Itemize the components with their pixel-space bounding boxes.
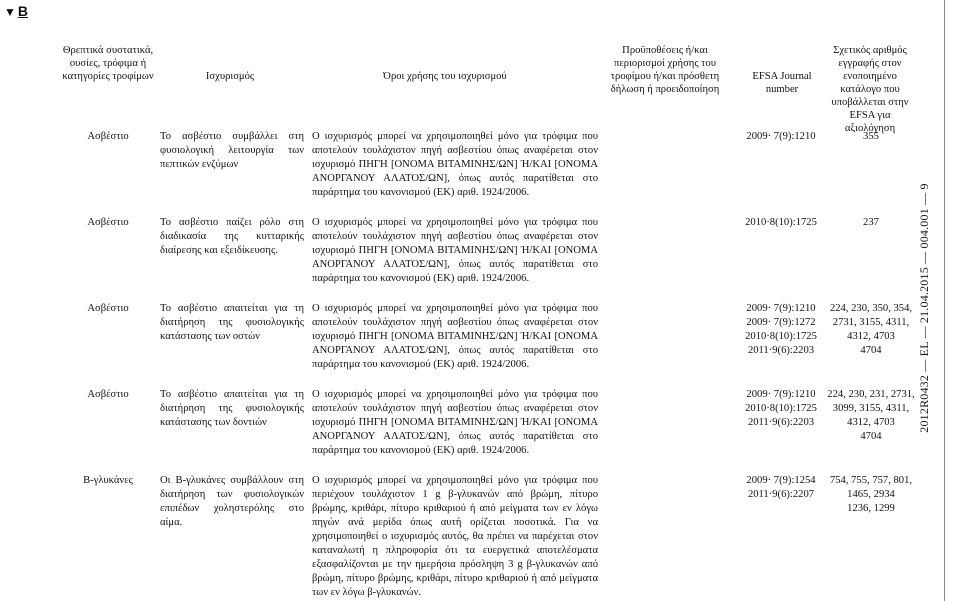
header-restrictions: Προϋποθέσεις ή/και περιορισμοί χρήσης του τροφίμου ή/και πρόσθετη δήλωση ή προειδοποίηση: [610, 45, 720, 95]
triangle-down-icon: ▼: [4, 5, 16, 19]
row3-nutrient: Ασβέστιο: [87, 303, 129, 314]
header-journal: EFSA Journal number: [752, 71, 812, 95]
row5-claim: Οι Β-γλυκάνες συμβάλλουν στη διατήρηση των φυσιολογικών επιπέδων χοληστερόλης στο αίμα.: [160, 475, 304, 528]
row2-nutrient: Ασβέστιο: [87, 217, 129, 228]
amendment-code: B: [17, 3, 29, 19]
row1-conditions: Ο ισχυρισμός μπορεί να χρησιμοποιηθεί μόνο για τρόφιμα που αποτελούν τουλάχιστον πηγή ασβεστίου όπως αναφέρεται στον ισχυρισμό ΠΗΓΗ [ΟΝΟΜΑ ΒΙΤΑΜΙΝΗΣ/ΩΝ] Ή/ΚΑΙ [ΟΝΟΜΑ ΑΝΟΡΓΑΝΟΥ ΑΛΑΤΟΣ/ΩΝ], όπως αυτός παρατίθεται στο παράρτημα του κανονισμού (ΕΚ) αριθ. 1924/2006.: [312, 131, 598, 198]
row1-claim: Το ασβέστιο συμβάλλει στη φυσιολογική λειτουργία των πεπτικών ενζύμων: [160, 131, 304, 170]
row5-nutrient: Β-γλυκάνες: [83, 475, 133, 486]
row4-nutrient: Ασβέστιο: [87, 389, 129, 400]
row1-nutrient: Ασβέστιο: [87, 131, 129, 142]
header-nutrient: Θρεπτικά συστατικά, ουσίες, τρόφιμα ή κατηγορίες τροφίμων: [62, 45, 154, 82]
page-edge-divider: [944, 0, 945, 601]
row5-reference: 754, 755, 757, 801, 1465, 2934 1236, 1299: [829, 475, 913, 514]
row2-claim: Το ασβέστιο παίζει ρόλο στη διαδικασία της κυτταρικής διαίρεσης και εξειδίκευσης.: [160, 217, 304, 256]
row2-conditions: Ο ισχυρισμός μπορεί να χρησιμοποιηθεί μόνο για τρόφιμα που αποτελούν τουλάχιστον πηγή ασβεστίου όπως αναφέρεται στον ισχυρισμό ΠΗΓΗ [ΟΝΟΜΑ ΒΙΤΑΜΙΝΗΣ/ΩΝ] Ή/ΚΑΙ [ΟΝΟΜΑ ΑΝΟΡΓΑΝΟΥ ΑΛΑΤΟΣ/ΩΝ], όπως αυτός παρατίθεται στο παράρτημα του κανονισμού (ΕΚ) αριθ. 1924/2006.: [312, 217, 598, 284]
row4-reference: 224, 230, 231, 2731, 3099, 3155, 4311, 4312, 4703 4704: [827, 389, 915, 442]
row3-journal: 2009· 7(9):1210 2009· 7(9):1272 2010·8(10):1725 2011·9(6):2203: [745, 303, 817, 356]
amendment-marker: [4, 4, 28, 19]
row3-reference: 224, 230, 350, 354, 2731, 3155, 4311, 4312, 4703 4704: [829, 303, 913, 356]
row5-journal: 2009· 7(9):1254 2011·9(6):2207: [746, 475, 816, 500]
row5-conditions: Ο ισχυρισμός μπορεί να χρησιμοποιηθεί μόνο για τρόφιμα που περιέχουν τουλάχιστον 1 g β-γλυκανών από βρώμη, πίτυρο βρώμης, κριθάρι, πίτυρο κριθαριού ή από μείγματα των εν λόγω πηγών ανά μερίδα όπως αυτή ορίζεται ποσοτικά. Για να χρησιμοποιηθεί ο ισχυρισμός αυτός, θα πρέπει να παρέχεται στον καταναλωτή η πληροφορία ότι τα ευεργετικά αποτελέσματα εξασφαλίζονται με την ημερήσια πρόσληψη 3 g β-γλυκανών από βρώμη, πίτυρο βρώμης, κριθάρι, πίτυρο κριθαριού ή από μείγματα των εν λόγω β-γλυκανών.: [312, 475, 598, 598]
header-reference: Σχετικός αριθμός εγγραφής στον ενοποιημένο κατάλογο που υποβάλλεται στην EFSA για αξιολόγηση: [831, 45, 909, 134]
row1-reference: 355: [863, 131, 879, 142]
row4-claim: Το ασβέστιο απαιτείται για τη διατήρηση της φυσιολογικής κατάστασης των δοντιών: [160, 389, 304, 428]
row2-journal: 2010·8(10):1725: [745, 217, 817, 228]
header-conditions: Όροι χρήσης του ισχυρισμού: [383, 71, 507, 82]
row4-conditions: Ο ισχυρισμός μπορεί να χρησιμοποιηθεί μόνο για τρόφιμα που αποτελούν τουλάχιστον πηγή ασβεστίου όπως αναφέρεται στον ισχυρισμό ΠΗΓΗ [ΟΝΟΜΑ ΒΙΤΑΜΙΝΗΣ/ΩΝ] Ή/ΚΑΙ [ΟΝΟΜΑ ΑΝΟΡΓΑΝΟΥ ΑΛΑΤΟΣ/ΩΝ], όπως αυτός παρατίθεται στο παράρτημα του κανονισμού (ΕΚ) αριθ. 1924/2006.: [312, 389, 598, 456]
row1-journal: 2009· 7(9):1210: [746, 131, 816, 142]
row3-conditions: Ο ισχυρισμός μπορεί να χρησιμοποιηθεί μόνο για τρόφιμα που αποτελούν τουλάχιστον πηγή ασβεστίου όπως αναφέρεται στον ισχυρισμό ΠΗΓΗ [ΟΝΟΜΑ ΒΙΤΑΜΙΝΗΣ/ΩΝ] Ή/ΚΑΙ [ΟΝΟΜΑ ΑΝΟΡΓΑΝΟΥ ΑΛΑΤΟΣ/ΩΝ], όπως αυτός παρατίθεται στο παράρτημα του κανονισμού (ΕΚ) αριθ. 1924/2006.: [312, 303, 598, 370]
row4-journal: 2009· 7(9):1210 2010·8(10):1725 2011·9(6):2203: [745, 389, 817, 428]
row3-claim: Το ασβέστιο απαιτείται για τη διατήρηση της φυσιολογικής κατάστασης των οστών: [160, 303, 304, 342]
row2-reference: 237: [863, 217, 879, 228]
document-reference-label: 2012R0432 — EL — 21.04.2015 — 004.001 — 9: [917, 183, 931, 433]
header-claim: Ισχυρισμός: [205, 71, 255, 82]
